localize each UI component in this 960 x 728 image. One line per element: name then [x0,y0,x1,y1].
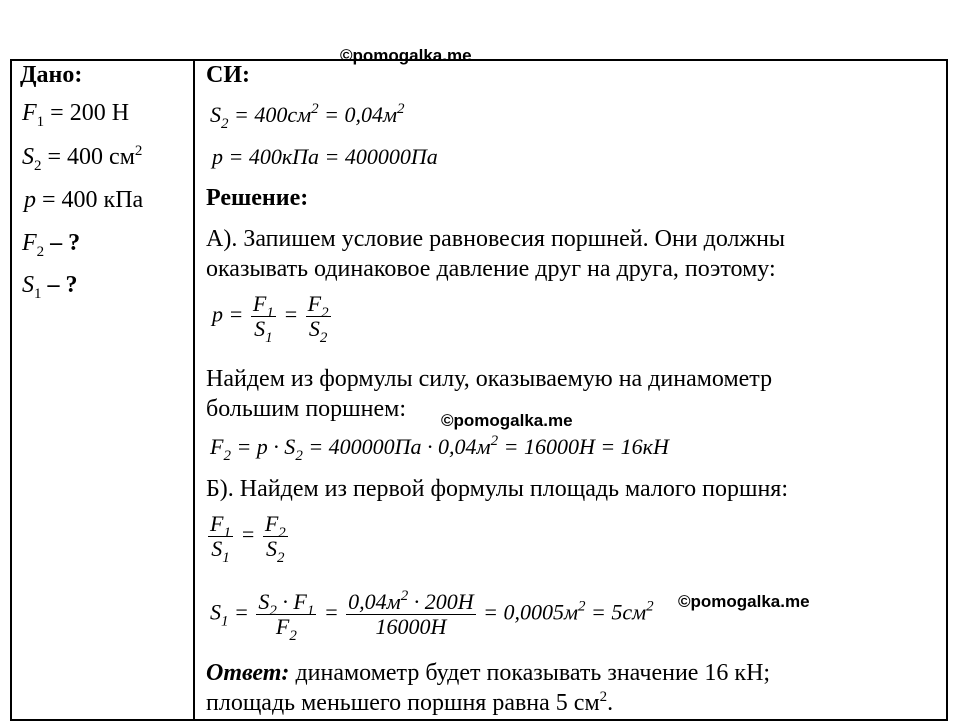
formula2-part1: = p · S [230,434,296,459]
given-s2-sub: 2 [34,158,42,174]
formula3-num1: F [210,511,224,536]
given-s1-var: S [22,272,34,298]
formula4-num1: S [258,589,270,614]
si-line1-part1: = 400см [228,102,312,127]
answer-sup: 2 [599,689,608,705]
formula3-num1-sub: 1 [223,525,231,541]
formula2-sup: 2 [490,433,499,449]
formula4-sub: 1 [221,613,229,630]
part-a-line-2: оказывать одинаковое давление друг на друга, поэтому: [206,256,776,282]
answer-text-1: динамометр будет показывать значение 16 кН; [289,660,771,686]
si-title: СИ: [206,62,250,88]
given-f1-var: F [22,100,37,126]
answer-label: Ответ: [206,660,290,686]
fraction-values [346,590,475,639]
formula3-eq: = [240,521,256,547]
si-line1-part2: = 0,04м [318,102,398,127]
given-s1-sub: 1 [34,286,42,302]
answer-line-2 [206,690,613,717]
formula1-num1: F [252,291,267,316]
find-force-line-2: большим поршнем: [206,396,407,422]
formula1-den2-sub: 2 [319,330,328,346]
given-f2-sub: 2 [36,244,45,260]
find-force-line-1: Найдем из формулы силу, оказываемую на динамометр [206,366,773,392]
formula4-eq2: = [323,599,339,625]
formula1-num2: F [307,291,322,316]
formula1-den1-sub: 1 [265,330,273,346]
formula3-num2-sub: 2 [278,525,286,541]
part-a-line-1: А). Запишем условие равновесия поршней. Они должны [206,226,786,252]
formula2-sub: 2 [223,448,231,464]
formula3-den2-sub: 2 [277,550,285,566]
formula3-den1: S [211,536,223,561]
fraction-f1-s1-b [208,511,233,566]
given-s2 [22,143,143,174]
given-s1-unknown: – ? [41,272,78,298]
formula4-den1-sub: 2 [289,628,297,644]
given-s2-var: S [22,144,34,170]
formula4-num1b-sub: 1 [306,603,315,619]
given-title: Дано: [20,62,83,88]
fraction-f2-s2 [306,291,331,346]
formula1-eq: = [283,301,299,327]
solution-title: Решение: [206,185,309,211]
given-f1-sub: 1 [36,114,45,130]
formula2-sub2: 2 [295,448,303,464]
given-f2-unknown: – ? [44,230,81,256]
fraction-s2f1-f2 [256,589,316,644]
formula2-part2: = 400000Па · 0,04м [302,434,491,459]
given-p-var: p [24,187,36,213]
given-s2-sup: 2 [134,143,143,159]
formula4-num2b: · 200Н [408,589,474,614]
given-f1 [22,100,130,130]
formula1-num2-sub: 2 [321,305,329,321]
formula4-result-sup: 2 [578,598,586,615]
si-line1-var: S [210,102,221,127]
si-line1-sup1: 2 [311,101,319,117]
formula4-result2: = 5см [585,599,647,625]
formula1-den2: S [308,316,320,341]
formula1-p: p = [212,301,244,327]
watermark-top: ©pomogalka.me [340,46,472,65]
formula4-den2: 16000Н [375,614,447,639]
part-b-line: Б). Найдем из первой формулы площадь малого поршня: [206,476,788,502]
answer-line-1 [206,660,770,687]
si-line-1 [210,101,405,132]
formula4-num2: 0,04м [348,589,401,614]
answer-end: . [607,690,614,716]
formula3-num2: F [264,511,279,536]
si-line1-sub: 2 [221,116,229,132]
si-line1-sup2: 2 [397,101,405,117]
given-p [24,187,143,214]
formula3-den1-sub: 1 [222,550,230,566]
formula4-num2-sup: 2 [400,588,409,604]
given-f2 [22,230,81,260]
formula4-var: S [210,599,221,625]
formula-ratio [206,511,290,566]
formula4-num1-sub: 2 [269,603,277,619]
formula4-result: = 0,0005м [483,599,578,625]
fraction-f2-s2-b [263,511,288,566]
si-line-2: p = 400кПа = 400000Па [212,144,438,169]
watermark-middle: ©pomogalka.me [441,411,573,430]
formula-equilibrium [212,291,333,346]
formula-area [210,588,654,644]
given-s2-value: = 400 см [41,144,135,170]
formula1-num1-sub: 1 [266,305,274,321]
formula1-den1: S [254,316,266,341]
formula4-eq1: = [234,599,249,625]
formula4-den1: F [275,614,290,639]
formula2-part3: = 16000Н = 16кН [498,434,669,459]
formula2-var: F [210,434,224,459]
column-divider [193,59,195,721]
answer-text-2: площадь меньшего поршня равна 5 см [206,690,600,716]
formula3-den2: S [266,536,278,561]
given-p-value: = 400 кПа [36,187,144,213]
formula4-num1b: · F [276,589,307,614]
formula-force [210,433,669,464]
given-f2-var: F [22,230,37,256]
given-s1 [22,272,78,302]
fraction-f1-s1 [251,291,276,346]
formula4-result2-sup: 2 [646,598,654,615]
watermark-right: ©pomogalka.me [678,592,810,611]
given-f1-value: = 200 Н [44,100,130,126]
